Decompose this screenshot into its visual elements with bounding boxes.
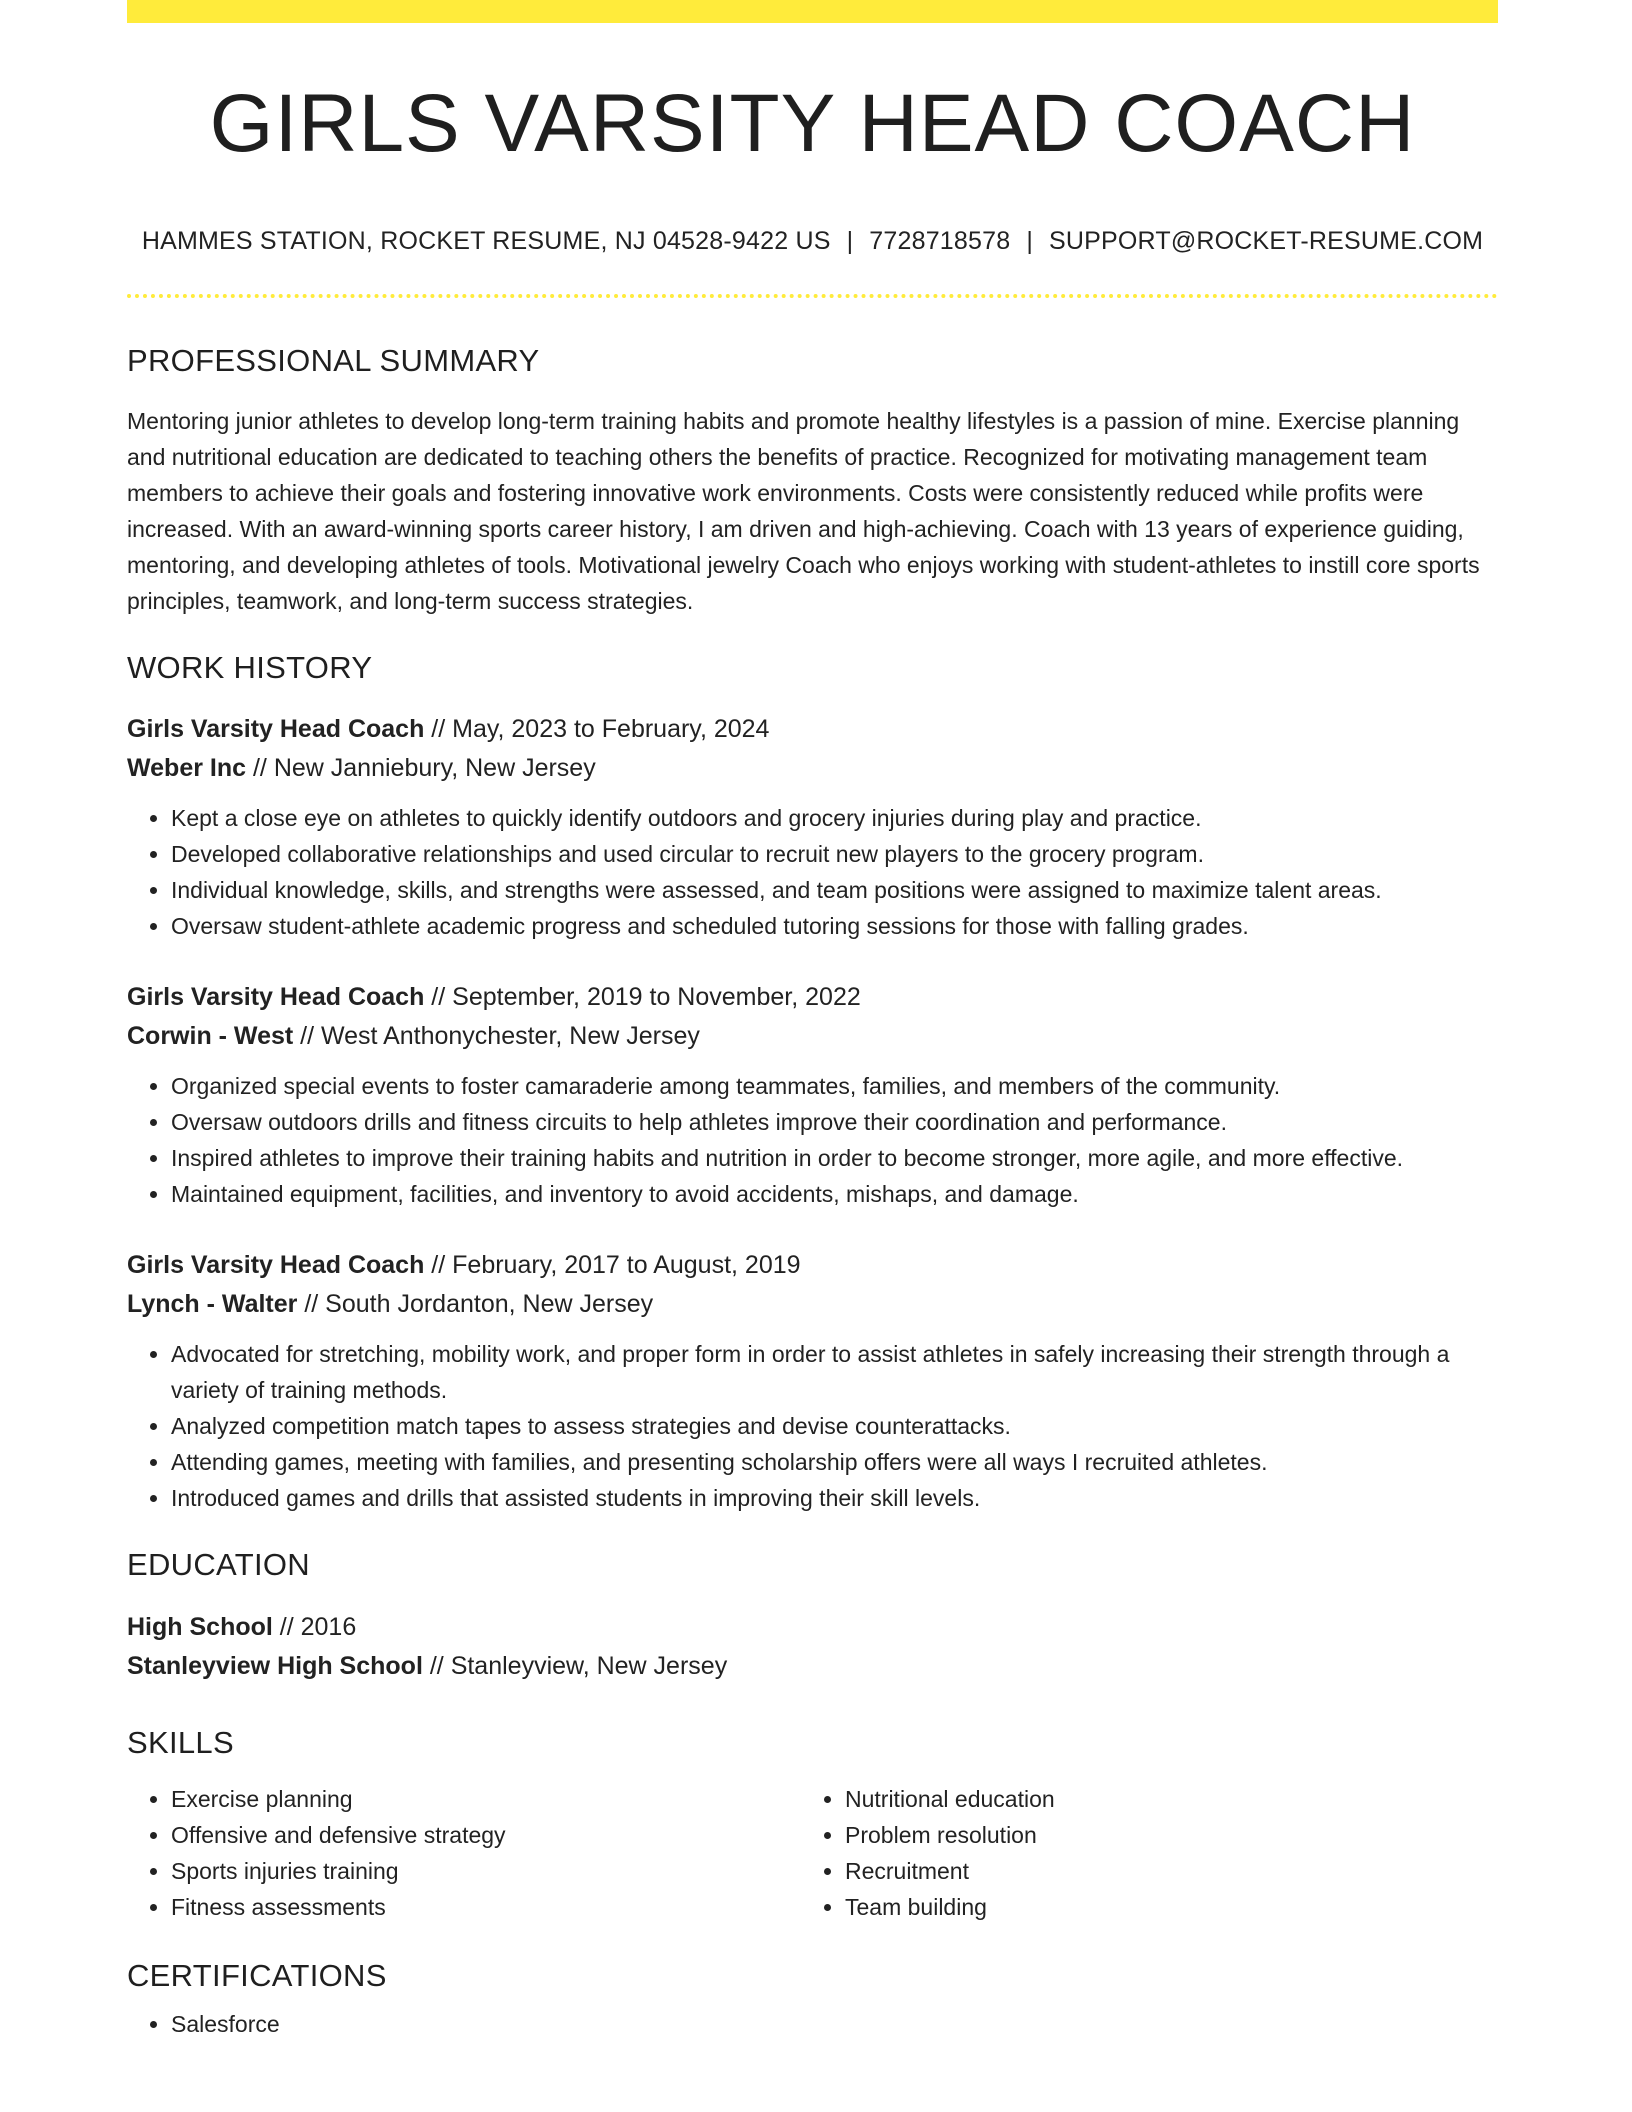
skill-item: • Fitness assessments — [171, 1889, 801, 1925]
education-year: // 2016 — [272, 1612, 357, 1641]
contact-separator: | — [846, 227, 854, 256]
skill-item: • Sports injuries training — [171, 1853, 801, 1889]
skill-item: • Exercise planning — [171, 1781, 801, 1817]
job-title-line — [127, 978, 1498, 1017]
job-bullets — [127, 800, 1498, 944]
job-bullet: • Oversaw outdoors drills and fitness circuits to help athletes improve their coordination and performance. — [171, 1104, 1498, 1140]
education-heading: EDUCATION — [127, 1547, 310, 1583]
job-company: Corwin - West — [127, 1022, 294, 1051]
job-company: Weber Inc — [127, 754, 247, 783]
contact-line — [127, 226, 1498, 256]
job-entry — [127, 1246, 1498, 1516]
contact-email: SUPPORT@ROCKET-RESUME.COM — [1049, 227, 1484, 256]
job-location: // South Jordanton, New Jersey — [297, 1290, 654, 1319]
job-title: Girls Varsity Head Coach — [127, 1251, 425, 1280]
resume-title: GIRLS VARSITY HEAD COACH — [209, 78, 1416, 169]
job-bullet: • Inspired athletes to improve their training habits and nutrition in order to become stronger, more agile, and more effective. — [171, 1140, 1498, 1176]
skill-item: • Recruitment — [845, 1853, 1475, 1889]
job-entry — [127, 978, 1498, 1212]
job-bullets — [127, 1068, 1498, 1212]
skill-item: • Problem resolution — [845, 1817, 1475, 1853]
skills-columns — [127, 1781, 1498, 1925]
job-company-line — [127, 1285, 1498, 1324]
accent-bar — [127, 0, 1498, 23]
job-bullet: • Individual knowledge, skills, and strengths were assessed, and team positions were assigned to maximize talent areas. — [171, 872, 1498, 908]
job-bullet: • Organized special events to foster camaraderie among teammates, families, and members of the community. — [171, 1068, 1498, 1104]
contact-address: HAMMES STATION, ROCKET RESUME, NJ 04528-9422 US — [141, 227, 831, 256]
job-title-line — [127, 710, 1498, 749]
job-bullet: • Advocated for stretching, mobility work, and proper form in order to assist athletes in safely increasing their strength through a variety of training methods. — [171, 1336, 1498, 1408]
education-school: Stanleyview High School — [127, 1651, 423, 1680]
job-bullet: • Developed collaborative relationships and used circular to recruit new players to the grocery program. — [171, 836, 1498, 872]
job-bullet: • Kept a close eye on athletes to quickly identify outdoors and grocery injuries during play and practice. — [171, 800, 1498, 836]
contact-phone: 7728718578 — [869, 227, 1011, 256]
job-bullet: • Analyzed competition match tapes to assess strategies and devise counterattacks. — [171, 1408, 1498, 1444]
job-company: Lynch - Walter — [127, 1290, 298, 1319]
job-bullet: • Introduced games and drills that assisted students in improving their skill levels. — [171, 1480, 1498, 1516]
certification-item: • Salesforce — [171, 2006, 1498, 2042]
dotted-divider — [127, 294, 1498, 298]
education-degree-line — [127, 1608, 1498, 1647]
education-location: // Stanleyview, New Jersey — [422, 1651, 728, 1680]
job-company-line — [127, 749, 1498, 788]
skills-heading: SKILLS — [127, 1724, 234, 1760]
job-bullets — [127, 1336, 1498, 1516]
skills-right-column — [801, 1781, 1475, 1925]
skill-item: • Team building — [845, 1889, 1475, 1925]
job-bullet: • Attending games, meeting with families, and presenting scholarship offers were all ways I recruited athletes. — [171, 1444, 1498, 1480]
skill-item: • Nutritional education — [845, 1781, 1475, 1817]
job-bullet: • Oversaw student-athlete academic progress and scheduled tutoring sessions for those with falling grades. — [171, 908, 1498, 944]
job-title: Girls Varsity Head Coach — [127, 715, 425, 744]
job-location: // West Anthonychester, New Jersey — [293, 1022, 700, 1051]
summary-heading: PROFESSIONAL SUMMARY — [127, 343, 540, 379]
job-title: Girls Varsity Head Coach — [127, 983, 425, 1012]
certifications-list — [127, 2006, 1498, 2042]
summary-text: Mentoring junior athletes to develop long-term training habits and promote healthy lifestyles is a passion of mine. Exercise planning and nutritional education are dedicated to teaching others the benefits of practice. Recognized for motivating management team members to achieve their goals and fostering innovative work environments. Costs were consistently reduced while profits were increased. With an award-winning sports career history, I am driven and high-achieving. Coach with 13 years of experience guiding, mentoring, and developing athletes of tools. Motivational jewelry Coach who enjoys working with student-athletes to instill core sports principles, teamwork, and long-term success strategies. — [127, 408, 1480, 615]
education-school-line — [127, 1647, 1498, 1686]
job-location: // New Janniebury, New Jersey — [246, 754, 596, 783]
job-company-line — [127, 1017, 1498, 1056]
certifications-heading: CERTIFICATIONS — [127, 1957, 387, 1993]
job-title-line — [127, 1246, 1498, 1285]
work-history-heading: WORK HISTORY — [127, 650, 373, 686]
job-dates: // February, 2017 to August, 2019 — [424, 1251, 801, 1280]
skill-item: • Offensive and defensive strategy — [171, 1817, 801, 1853]
resume-page — [127, 0, 1498, 2042]
job-bullet: • Maintained equipment, facilities, and inventory to avoid accidents, mishaps, and damage. — [171, 1176, 1498, 1212]
contact-separator: | — [1026, 227, 1034, 256]
skills-left-column — [127, 1781, 801, 1925]
job-dates: // May, 2023 to February, 2024 — [424, 715, 770, 744]
job-dates: // September, 2019 to November, 2022 — [424, 983, 861, 1012]
job-entry — [127, 710, 1498, 944]
education-degree: High School — [127, 1612, 273, 1641]
education-entry — [127, 1608, 1498, 1686]
